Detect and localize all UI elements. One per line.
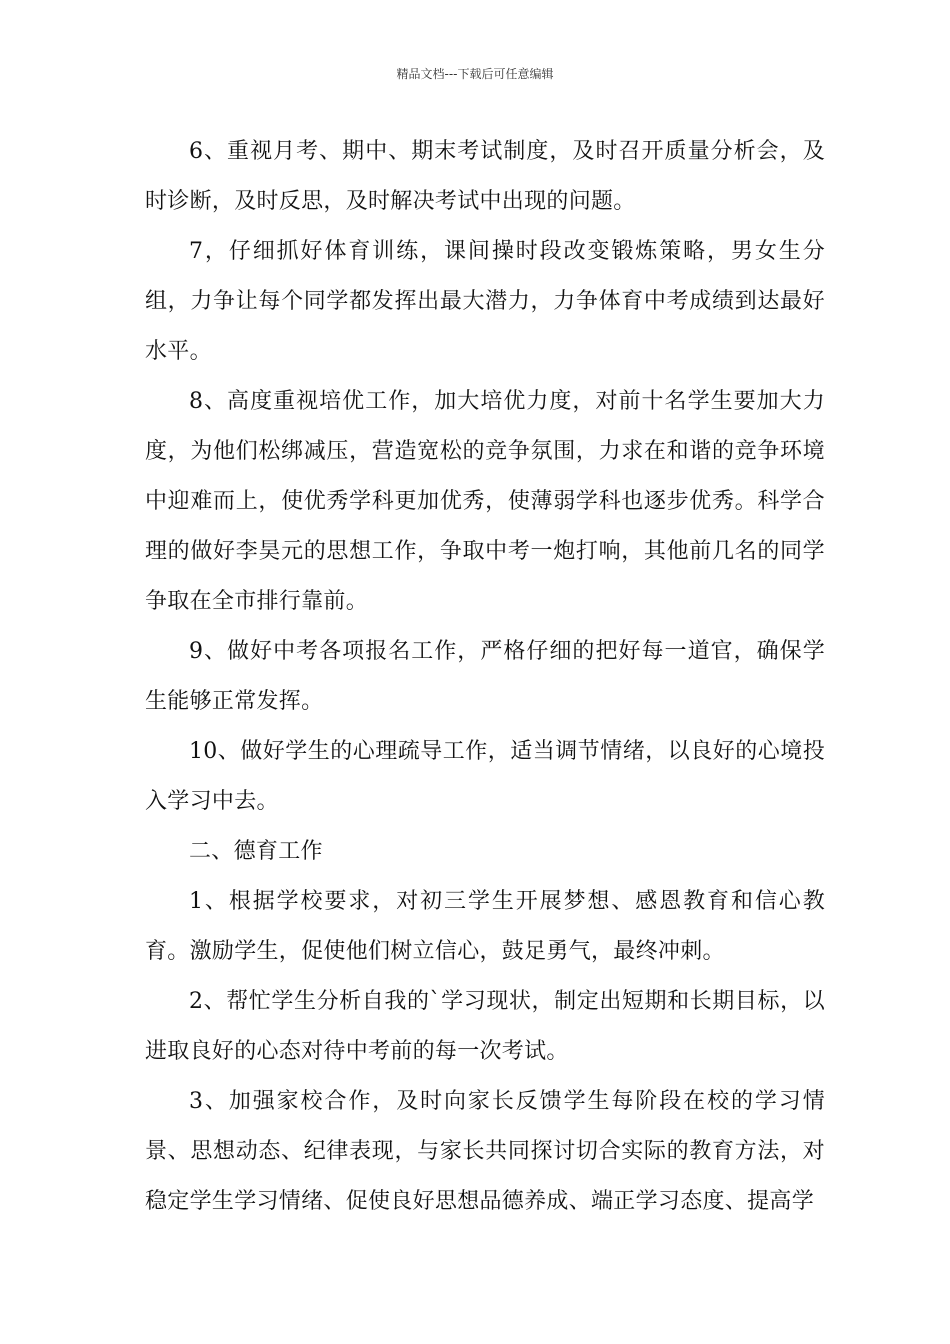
page-header: 精品文档---下载后可任意编辑 xyxy=(396,67,554,81)
section-heading-moral-education: 二、德育工作 xyxy=(189,839,323,864)
paragraph-moral-2: 2、帮忙学生分析自我的`学习现状，制定出短期和长期目标，以进取良好的心态对待中考前的每一次考试。 xyxy=(145,989,825,1064)
paragraph-item-10: 10、做好学生的心理疏导工作，适当调节情绪，以良好的心境投入学习中去。 xyxy=(145,739,825,814)
paragraph-item-9: 9、做好中考各项报名工作，严格仔细的把好每一道官，确保学生能够正常发挥。 xyxy=(145,639,825,714)
document-body xyxy=(145,127,825,1227)
paragraph-moral-1: 1、根据学校要求，对初三学生开展梦想、感恩教育和信心教育。激励学生，促使他们树立信心，鼓足勇气，最终冲刺。 xyxy=(145,889,825,964)
paragraph-item-7: 7，仔细抓好体育训练，课间操时段改变锻炼策略，男女生分组，力争让每个同学都发挥出最大潜力，力争体育中考成绩到达最好水平。 xyxy=(145,239,825,364)
paragraph-moral-3: 3、加强家校合作，及时向家长反馈学生每阶段在校的学习情景、思想动态、纪律表现，与家长共同探讨切合实际的教育方法，对稳定学生学习情绪、促使良好思想品德养成、端正学习态度、提高学 xyxy=(145,1089,825,1214)
paragraph-item-6: 6、重视月考、期中、期末考试制度，及时召开质量分析会，及时诊断，及时反思，及时解决考试中出现的问题。 xyxy=(145,139,825,214)
paragraph-item-8: 8、高度重视培优工作，加大培优力度，对前十名学生要加大力度，为他们松绑减压，营造宽松的竞争氛围，力求在和谐的竞争环境中迎难而上，使优秀学科更加优秀，使薄弱学科也逐步优秀。科学合理的做好李昊元的思想工作，争取中考一炮打响，其他前几名的同学争取在全市排行靠前。 xyxy=(145,389,825,614)
